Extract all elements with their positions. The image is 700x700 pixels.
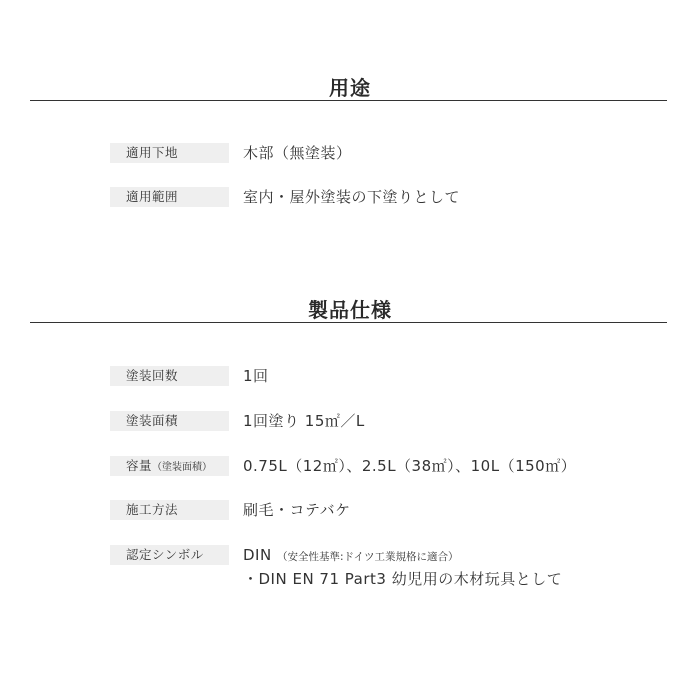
row-value-note: （安全性基準:ドイツ工業規格に適合） — [276, 551, 459, 563]
section-divider-specs — [30, 322, 667, 323]
row-value — [243, 543, 459, 569]
row-value: 木部（無塗装） — [243, 144, 352, 162]
section-divider-usage — [30, 100, 667, 101]
row-label-note: （塗装面積） — [152, 462, 213, 473]
row-value-line2: ・DIN EN 71 Part3 幼児用の木材玩具として — [243, 570, 563, 588]
row-value: 1回 — [243, 367, 269, 385]
row-value: 刷毛・コテバケ — [243, 501, 351, 519]
row-value: 室内・屋外塗装の下塗りとして — [243, 188, 461, 206]
row-label — [110, 456, 229, 476]
section-title-specs: 製品仕様 — [308, 298, 392, 322]
row-label: 塗装面積 — [110, 411, 229, 431]
row-label-main: 容量 — [126, 458, 153, 473]
row-value-main: DIN — [243, 546, 272, 564]
row-value: 1回塗り 15㎡／L — [243, 412, 365, 430]
row-label: 認定シンボル — [110, 545, 229, 565]
section-title-usage: 用途 — [329, 76, 371, 100]
row-label: 塗装回数 — [110, 366, 229, 386]
row-label: 施工方法 — [110, 500, 229, 520]
row-value: 0.75L（12㎡）、2.5L（38㎡）、10L（150㎡） — [243, 457, 577, 475]
row-label: 適用下地 — [110, 143, 229, 163]
row-label: 適用範囲 — [110, 187, 229, 207]
